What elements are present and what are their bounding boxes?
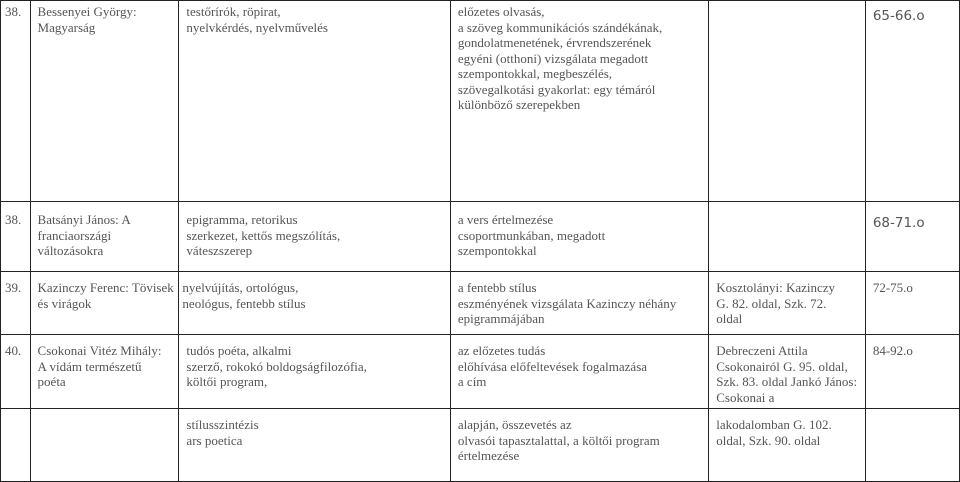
literature-cell: lakodalomban G. 102. oldal, Szk. 90. oldal (709, 409, 866, 482)
author-cell (30, 409, 179, 482)
pages-cell: 84-92.o (865, 335, 959, 409)
table-row (1, 409, 960, 482)
author-cell: Batsányi János: A franciaországi változásokra (30, 202, 179, 272)
row-number: 39. (1, 272, 31, 335)
method-cell: az előzetes tudás előhívása előfeltevések fogalmazása a cím (450, 335, 708, 409)
author-cell: Kazinczy Ferenc: Tövisek és virágok (30, 272, 179, 335)
topic-cell: testőrírók, röpirat, nyelvkérdés, nyelvművelés (179, 1, 450, 202)
pages-cell: 65-66.o (865, 1, 959, 202)
table-row (1, 1, 960, 202)
topic-cell: nyelvújítás, ortológus, neológus, fentebb stílus (179, 272, 450, 335)
table-row (1, 272, 960, 335)
table-row (1, 202, 960, 272)
row-number: 38. (1, 1, 31, 202)
pages-cell: 68-71.o (865, 202, 959, 272)
literature-cell: Debreczeni Attila Csokonairól G. 95. oldal, Szk. 83. oldal Jankó János: Csokonai a (709, 335, 866, 409)
literature-cell (709, 1, 866, 202)
literature-cell (709, 202, 866, 272)
topic-cell: stílusszintézis ars poetica (179, 409, 450, 482)
topic-cell: tudós poéta, alkalmi szerző, rokokó boldogságfilozófia, költői program, (179, 335, 450, 409)
method-cell: a fentebb stílus eszményének vizsgálata Kazinczy néhány epigrammájában (450, 272, 708, 335)
row-number: 40. (1, 335, 31, 409)
literature-cell: Kosztolányi: Kazinczy G. 82. oldal, Szk. 72. oldal (709, 272, 866, 335)
author-cell: Bessenyei György: Magyarság (30, 1, 179, 202)
row-number: 38. (1, 202, 31, 272)
method-cell: előzetes olvasás, a szöveg kommunikációs szándékának, gondolatmenetének, érvrendszerének egyéni (otthoni) vizsgálata megadott szempontokkal, megbeszélés, szövegalkotási gyakorlat: egy témáról különböző szerepekben (450, 1, 708, 202)
table-row (1, 335, 960, 409)
pages-cell: 72-75.o (865, 272, 959, 335)
topic-cell: epigramma, retorikus szerkezet, kettős megszólítás, váteszszerep (179, 202, 450, 272)
method-cell: a vers értelmezése csoportmunkában, megadott szempontokkal (450, 202, 708, 272)
pages-cell (865, 409, 959, 482)
method-cell: alapján, összevetés az olvasói tapasztalattal, a költői program értelmezése (450, 409, 708, 482)
author-cell: Csokonai Vitéz Mihály: A vídám természetű poéta (30, 335, 179, 409)
row-number (1, 409, 31, 482)
